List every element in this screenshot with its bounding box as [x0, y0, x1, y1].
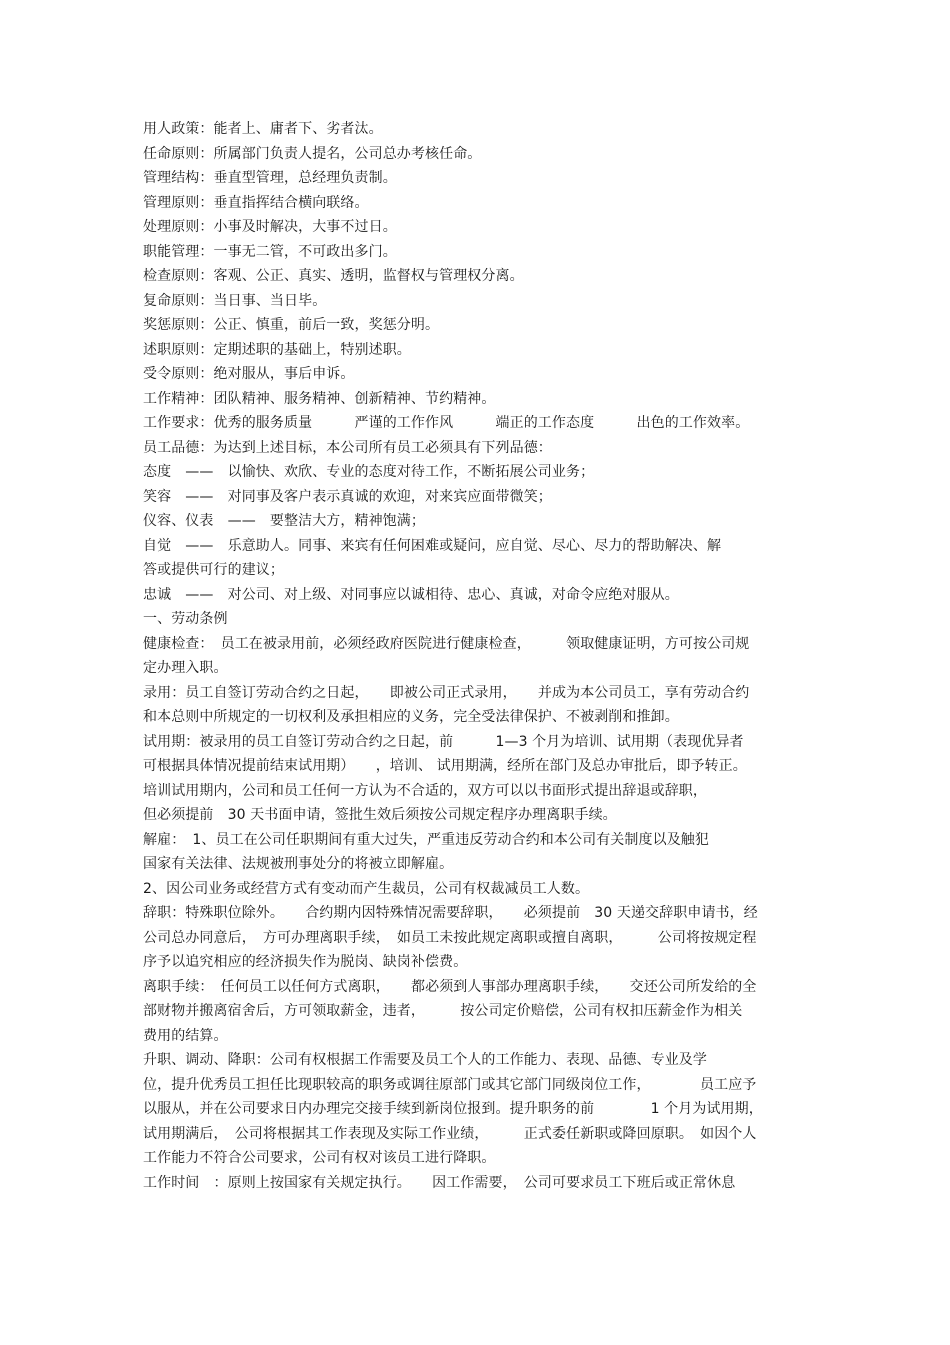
text-line: 工作精神：团队精神、服务精神、创新精神、节约精神。: [143, 390, 496, 407]
text-line: 定办理入职。: [143, 660, 228, 676]
text-line: 答或提供可行的建议；: [143, 562, 284, 578]
text-line: 检查原则：客观、公正、真实、透明，监督权与管理权分离。: [143, 268, 524, 284]
text-line: 处理原则：小事及时解决，大事不过日。: [143, 219, 397, 235]
text-line: 工作能力不符合公司要求，公司有权对该员工进行降职。: [143, 1150, 496, 1166]
text-line: 可根据具体情况提前结束试用期） ，培训、 试用期满，经所在部门及总办审批后，即予转正。: [143, 758, 747, 774]
document-body: [143, 117, 813, 1195]
text-line: 忠诚 —— 对公司、对上级、对同事应以诚相待、忠心、真诚，对命令应绝对服从。: [143, 586, 679, 603]
text-line: 工作时间 ：原则上按国家有关规定执行。 因工作需要， 公司可要求员工下班后或正常休息: [143, 1174, 736, 1191]
text-line: 笑容 —— 对同事及客户表示真诚的欢迎，对来宾应面带微笑；: [143, 488, 552, 505]
text-line: 和本总则中所规定的一切权利及承担相应的义务，完全受法律保护、不被剥削和推卸。: [143, 709, 679, 725]
text-line: 升职、调动、降职：公司有权根据工作需要及员工个人的工作能力、表现、品德、专业及学: [143, 1052, 707, 1068]
text-line: 态度 —— 以愉快、欢欣、专业的态度对待工作，不断拓展公司业务；: [143, 464, 595, 480]
text-line: 试用期满后， 公司将根据其工作表现及实际工作业绩， 正式委任新职或降回原职。 如因个人: [143, 1125, 757, 1142]
text-line: 工作要求：优秀的服务质量 严谨的工作作风 端正的工作态度 出色的工作效率。: [143, 415, 750, 431]
text-line: 国家有关法律、法规被刑事处分的将被立即解雇。: [143, 856, 454, 872]
text-line: 离职手续： 任何员工以任何方式离职， 都必须到人事部办理离职手续， 交还公司所发给的全: [143, 978, 757, 995]
text-line: 仪容、仪表 —— 要整洁大方，精神饱满；: [143, 513, 425, 529]
text-line: 公司总办同意后， 方可办理离职手续， 如员工未按此规定离职或擅自离职， 公司将按规定程: [143, 929, 757, 946]
text-line: 部财物并搬离宿舍后，方可领取薪金，违者， 按公司定价赔偿，公司有权扣压薪金作为相关: [143, 1003, 743, 1019]
text-line: 用人政策：能者上、庸者下、劣者汰。: [143, 121, 383, 137]
text-line: 解雇： 1、员工在公司任职期间有重大过失，严重违反劳动合约和本公司有关制度以及触犯: [143, 831, 710, 848]
text-line: 录用：员工自签订劳动合约之日起， 即被公司正式录用， 并成为本公司员工，享有劳动合约: [143, 684, 750, 701]
text-line: 任命原则：所属部门负责人提名，公司总办考核任命。: [143, 145, 482, 162]
text-line: 自觉 —— 乐意助人。同事、来宾有任何困难或疑问，应自觉、尽心、尽力的帮助解决、解: [143, 537, 722, 554]
text-line: 序予以追究相应的经济损失作为脱岗、缺岗补偿费。: [143, 954, 468, 970]
text-line: 员工品德：为达到上述目标，本公司所有员工必须具有下列品德：: [143, 439, 552, 456]
text-line: 奖惩原则：公正、慎重，前后一致，奖惩分明。: [143, 317, 440, 333]
text-line: 健康检查： 员工在被录用前，必须经政府医院进行健康检查， 领取健康证明，方可按公司规: [143, 635, 750, 652]
text-line: 费用的结算。: [143, 1027, 228, 1044]
text-line: 2、因公司业务或经营方式有变动而产生裁员，公司有权裁减员工人数。: [143, 880, 590, 897]
text-line: 管理结构：垂直型管理，总经理负责制。: [143, 170, 397, 186]
text-line: 职能管理：一事无二管，不可政出多门。: [143, 243, 397, 260]
text-line: 位，提升优秀员工担任比现职较高的职务或调往原部门或其它部门同级岗位工作， 员工应予: [143, 1076, 757, 1093]
text-line: 但必须提前 30 天书面申请，签批生效后须按公司规定程序办理离职手续。: [143, 807, 617, 823]
text-line: 以服从，并在公司要求日内办理完交接手续到新岗位报到。提升职务的前 1 个月为试用期，: [143, 1101, 763, 1117]
text-line: 复命原则：当日事、当日毕。: [143, 292, 327, 309]
section-heading: 一、劳动条例: [143, 611, 228, 627]
text-line: 受令原则：绝对服从，事后申诉。: [143, 366, 355, 382]
text-line: 管理原则：垂直指挥结合横向联络。: [143, 194, 369, 211]
text-line: 试用期：被录用的员工自签订劳动合约之日起，前 1—3 个月为培训、试用期（表现优异者: [143, 733, 744, 750]
text-line: 述职原则：定期述职的基础上，特别述职。: [143, 341, 411, 358]
text-line: 培训试用期内，公司和员工任何一方认为不合适的，双方可以以书面形式提出辞退或辞职，: [143, 782, 707, 799]
text-line: 辞职：特殊职位除外。 合约期内因特殊情况需要辞职， 必须提前 30 天递交辞职申请书，经: [143, 905, 758, 921]
